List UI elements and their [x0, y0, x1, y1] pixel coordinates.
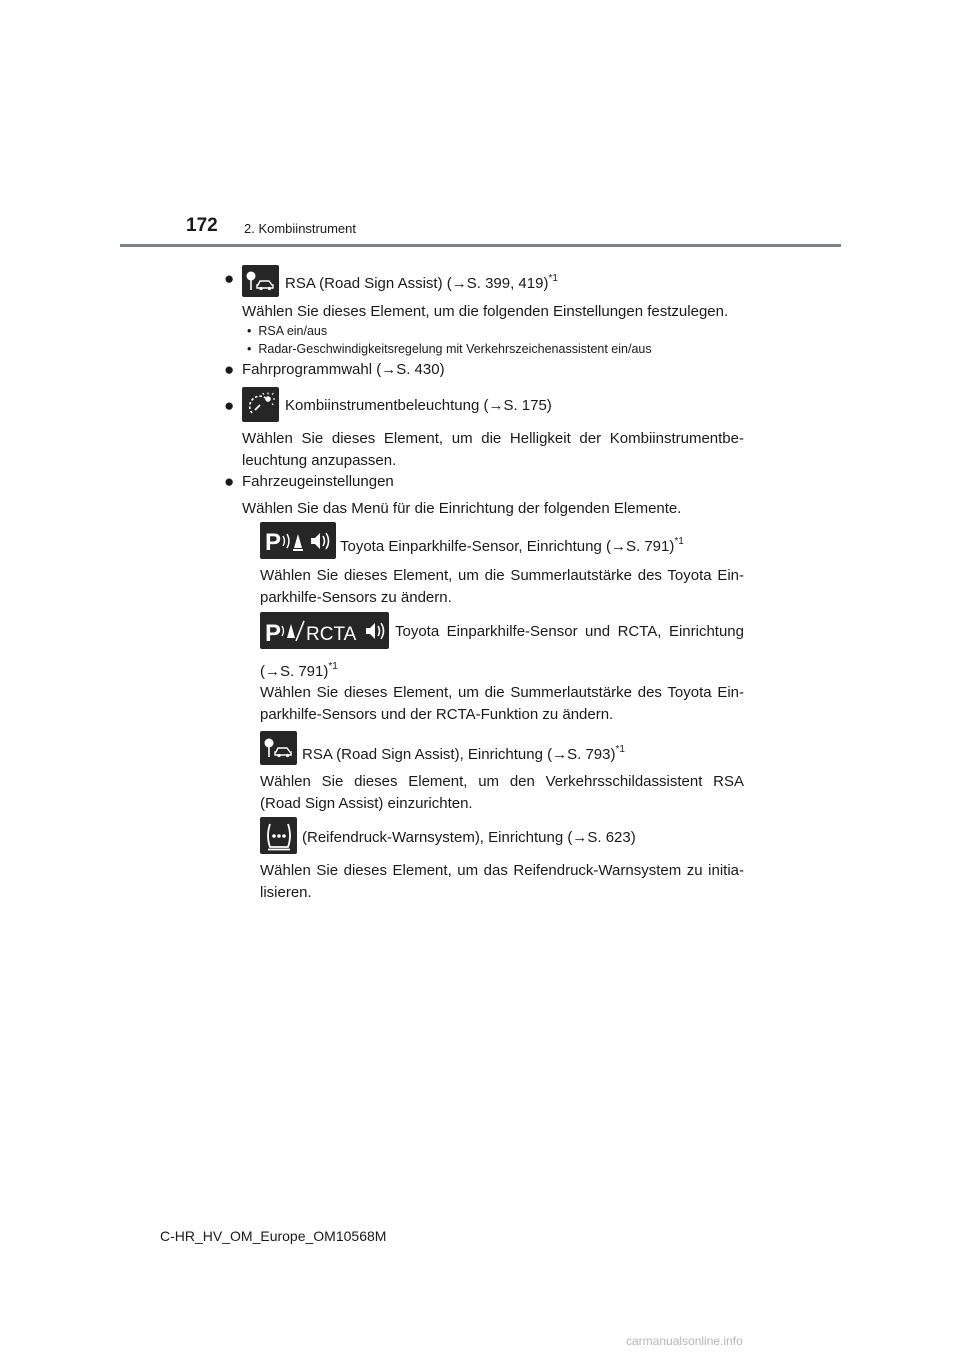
bullet-marker: ●	[224, 396, 235, 415]
svg-text:P: P	[265, 619, 282, 647]
rcta-description: Wählen Sie dieses Element, um die Summerlautstärke des Toyota Ein-	[260, 684, 744, 701]
parking-sensor-rcta-icon	[260, 612, 389, 649]
tpws-heading: (Reifendruck-Warnsystem), Einrichtung (→S. 623)	[302, 829, 636, 846]
bullet-marker: ●	[224, 360, 235, 379]
bullet-marker: ●	[224, 269, 235, 288]
drive-mode-heading: Fahrprogrammwahl (→S. 430)	[242, 361, 445, 378]
svg-text:P: P	[265, 528, 282, 556]
list-item: • Radar-Geschwindigkeitsregelung mit Verkehrszeichenassistent ein/aus	[247, 342, 652, 356]
parking-sensor-description: Wählen Sie dieses Element, um die Summerlautstärke des Toyota Ein-	[260, 567, 744, 584]
tire-pressure-warning-icon	[260, 817, 297, 854]
bullet-marker: ●	[224, 472, 235, 491]
svg-text:RCTA: RCTA	[306, 623, 357, 645]
document-id: C-HR_HV_OM_Europe_OM10568M	[160, 1228, 387, 1244]
rsa-setup-description: Wählen Sie dieses Element, um den Verkehrsschildassistent RSA	[260, 773, 744, 790]
rcta-heading-ref: (→S. 791)$^{*1}$	[260, 661, 338, 680]
chapter-title: 2. Kombiinstrument	[244, 221, 356, 236]
illumination-heading: Kombiinstrumentbeleuchtung (→S. 175)	[285, 397, 552, 414]
vehicle-settings-heading: Fahrzeugeinstellungen	[242, 473, 394, 490]
rcta-heading: Toyota Einparkhilfe-Sensor und RCTA, Einrichtung	[395, 623, 744, 640]
header-divider	[120, 244, 841, 247]
tpws-description: lisieren.	[260, 884, 312, 901]
road-sign-assist-icon	[260, 731, 297, 765]
rsa-heading: RSA (Road Sign Assist) (→S. 399, 419)$^{*1}$	[285, 273, 558, 292]
rsa-description: Wählen Sie dieses Element, um die folgenden Einstellungen festzulegen.	[242, 303, 729, 320]
road-sign-assist-icon	[242, 265, 279, 297]
page-number: 172	[186, 215, 218, 236]
parking-sensor-description: parkhilfe-Sensors zu ändern.	[260, 589, 452, 606]
illumination-description: leuchtung anzupassen.	[242, 452, 397, 469]
rsa-setup-heading: RSA (Road Sign Assist), Einrichtung (→S. 793)$^{*1}$	[302, 744, 625, 763]
rcta-description: parkhilfe-Sensors und der RCTA-Funktion zu ändern.	[260, 706, 614, 723]
illumination-description: Wählen Sie dieses Element, um die Helligkeit der Kombiinstrumentbe-	[242, 430, 744, 447]
instrument-illumination-icon	[242, 387, 279, 422]
tpws-description: Wählen Sie dieses Element, um das Reifendruck-Warnsystem zu initia-	[260, 862, 744, 879]
parking-sensor-heading: Toyota Einparkhilfe-Sensor, Einrichtung (→S. 791)$^{*1}$	[340, 536, 684, 555]
vehicle-settings-description: Wählen Sie das Menü für die Einrichtung der folgenden Elemente.	[242, 500, 682, 517]
watermark: carmanualsonline.info	[626, 1334, 743, 1348]
list-item: • RSA ein/aus	[247, 324, 328, 338]
rsa-setup-description: (Road Sign Assist) einzurichten.	[260, 795, 473, 812]
parking-sensor-icon	[260, 522, 336, 559]
